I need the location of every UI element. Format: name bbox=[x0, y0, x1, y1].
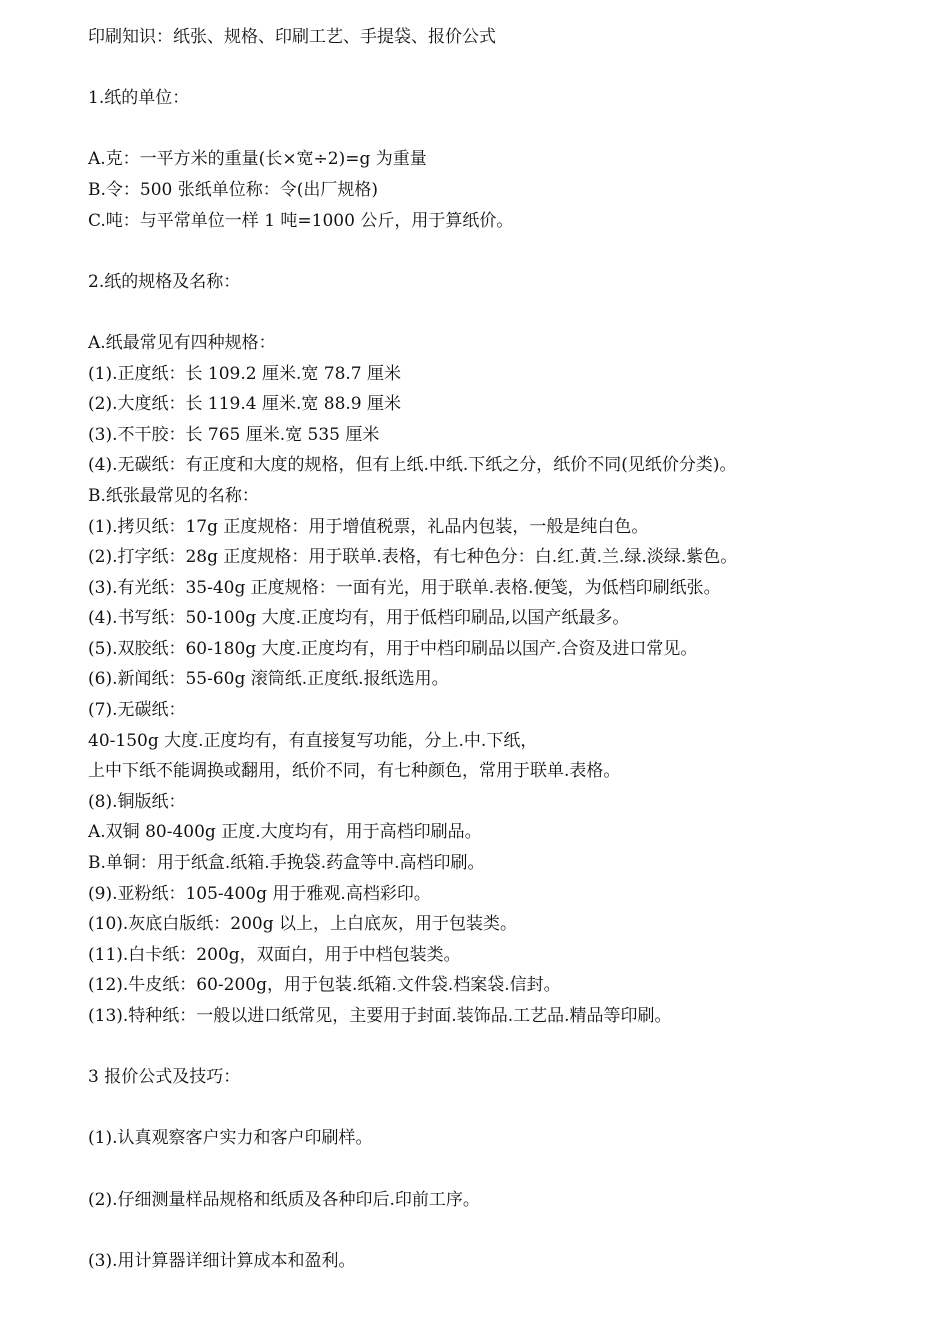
paragraph-line: (7).无碳纸： bbox=[88, 700, 186, 721]
paragraph-line: (2).仔细测量样品规格和纸质及各种印后.印前工序。 bbox=[88, 1189, 480, 1210]
document-title: 印刷知识：纸张、规格、印刷工艺、手提袋、报价公式 bbox=[88, 27, 496, 47]
paragraph-line: (6).新闻纸：55-60g 滚筒纸.正度纸.报纸选用。 bbox=[88, 669, 449, 690]
paragraph-line: C.吨：与平常单位一样 1 吨=1000 公斤，用于算纸价。 bbox=[88, 210, 514, 231]
paragraph-line: (3).有光纸：35-40g 正度规格：一面有光，用于联单.表格.便笺，为低档印刷纸张。 bbox=[88, 577, 721, 598]
paragraph-line: (1).拷贝纸：17g 正度规格：用于增值税票，礼品内包装，一般是纯白色。 bbox=[88, 516, 649, 537]
paragraph-line: (10).灰底白版纸：200g 以上，上白底灰，用于包装类。 bbox=[88, 914, 518, 935]
paragraph-line: 上中下纸不能调换或翻用，纸价不同，有七种颜色，常用于联单.表格。 bbox=[88, 761, 621, 782]
paragraph-line: (8).铜版纸： bbox=[88, 791, 186, 812]
paragraph-line: 40-150g 大度.正度均有，有直接复写功能，分上.中.下纸， bbox=[88, 730, 538, 751]
paragraph-line: (1).认真观察客户实力和客户印刷样。 bbox=[88, 1128, 373, 1149]
paragraph-line: (13).特种纸：一般以进口纸常见，主要用于封面.装饰品.工艺品.精品等印刷。 bbox=[88, 1006, 672, 1026]
blank-line bbox=[88, 1215, 938, 1246]
subsection-heading: A.纸最常见有四种规格： bbox=[88, 332, 276, 353]
subsection-heading: B.纸张最常见的名称： bbox=[88, 485, 259, 506]
blank-line bbox=[88, 1032, 938, 1063]
paragraph-line: (5).双胶纸：60-180g 大度.正度均有，用于中档印刷品以国产.合资及进口常见。 bbox=[88, 638, 698, 659]
blank-line bbox=[88, 1093, 938, 1124]
paragraph-line: (4).无碳纸：有正度和大度的规格，但有上纸.中纸.下纸之分，纸价不同(见纸价分类)。 bbox=[88, 455, 737, 476]
blank-line bbox=[88, 236, 938, 267]
paragraph-line: (3).不干胶：长 765 厘米.宽 535 厘米 bbox=[88, 424, 380, 445]
section-heading: 3 报价公式及技巧： bbox=[88, 1067, 241, 1088]
paragraph-line: (12).牛皮纸：60-200g，用于包装.纸箱.文件袋.档案袋.信封。 bbox=[88, 975, 561, 996]
paragraph-line: (9).亚粉纸：105-400g 用于雅观.高档彩印。 bbox=[88, 883, 431, 904]
paragraph-line: A.克：一平方米的重量(长×宽÷2)=g 为重量 bbox=[88, 149, 427, 170]
paragraph-line: A.双铜 80-400g 正度.大度均有，用于高档印刷品。 bbox=[88, 822, 482, 843]
section-heading: 2.纸的规格及名称： bbox=[88, 271, 241, 292]
paragraph-line: (1).正度纸：长 109.2 厘米.宽 78.7 厘米 bbox=[88, 363, 402, 384]
paragraph-line: B.单铜：用于纸盒.纸箱.手挽袋.药盒等中.高档印刷。 bbox=[88, 853, 485, 874]
blank-line bbox=[88, 297, 938, 328]
blank-line bbox=[88, 53, 938, 84]
paragraph-line: B.令：500 张纸单位称：令(出厂规格) bbox=[88, 179, 379, 200]
blank-line bbox=[88, 114, 938, 145]
section-heading: 1.纸的单位： bbox=[88, 88, 190, 109]
document-body bbox=[88, 22, 938, 1276]
paragraph-line: (3).用计算器详细计算成本和盈利。 bbox=[88, 1250, 356, 1271]
blank-line bbox=[88, 1154, 938, 1185]
paragraph-line: (11).白卡纸：200g，双面白，用于中档包装类。 bbox=[88, 944, 461, 965]
paragraph-line: (2).打字纸：28g 正度规格：用于联单.表格，有七种色分：白.红.黄.兰.绿.淡绿.紫色。 bbox=[88, 547, 738, 568]
paragraph-line: (2).大度纸：长 119.4 厘米.宽 88.9 厘米 bbox=[88, 394, 402, 415]
paragraph-line: (4).书写纸：50-100g 大度.正度均有，用于低档印刷品,以国产纸最多。 bbox=[88, 608, 630, 629]
